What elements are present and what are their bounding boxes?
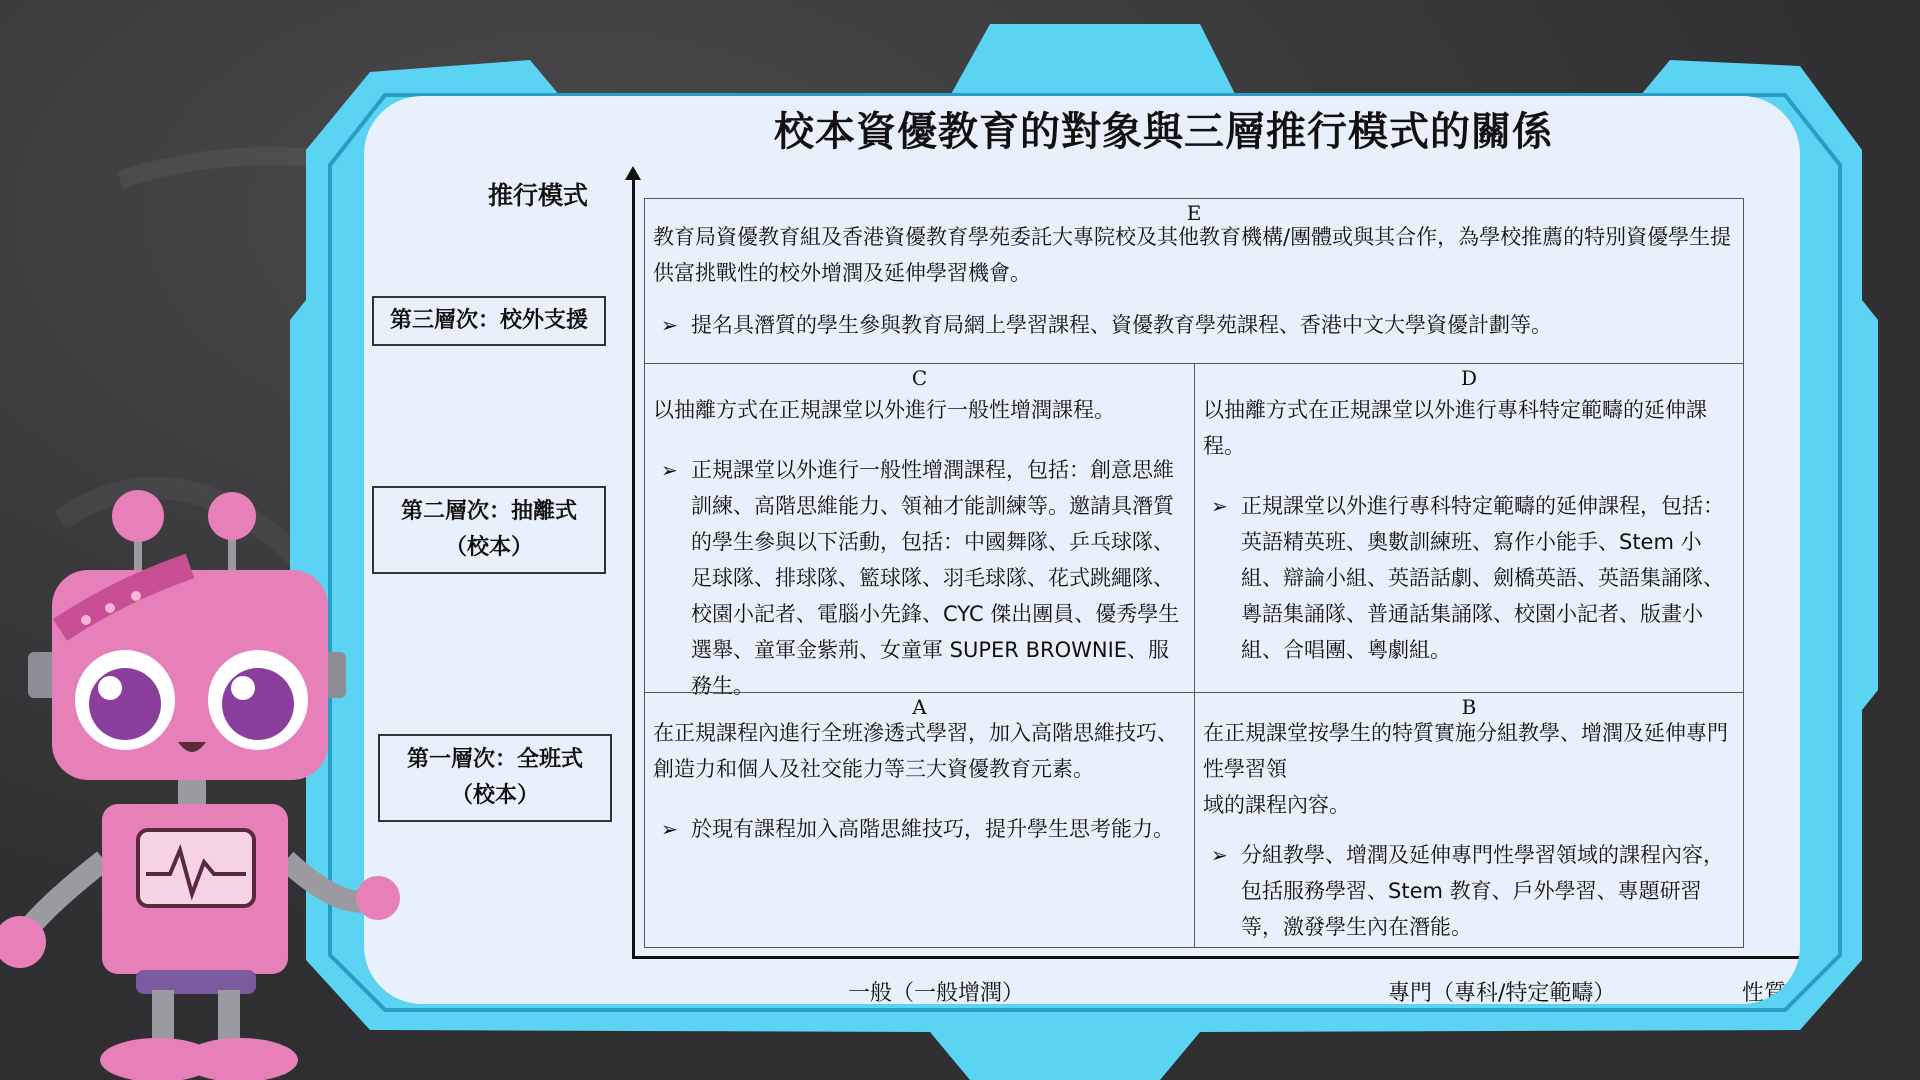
y-axis-arrow bbox=[625, 166, 641, 180]
cell-a-letter: A bbox=[912, 695, 927, 719]
tier-2-subtext: （校本） bbox=[444, 535, 533, 560]
cell-d-bullet-text: 正規課堂以外進行專科特定範疇的延伸課程，包括：英語精英班、奧數訓練班、寫作小能手、Stem 小組、辯論小組、英語話劇、劍橋英語、英語集誦隊、粵語集誦隊、普通話集誦隊、校園小記者、版畫小組、合唱團、粵劇組。 bbox=[1241, 494, 1724, 662]
tier-1-text: 第一層次：全班式 bbox=[406, 747, 583, 772]
cell-b-bullet-text: 分組教學、增潤及延伸專門性學習領域的課程內容，包括服務學習、Stem 教育、戶外學習、專題研習等，激發學生內在潛能。 bbox=[1241, 843, 1724, 939]
arrow-bullet-icon: ➢ bbox=[661, 313, 678, 337]
cell-c-bullet-text: 正規課堂以外進行一般性增潤課程，包括：創意思維訓練、高階思維能力、領袖才能訓練等。邀請具潛質的學生參與以下活動，包括：中國舞隊、乒乓球隊、足球隊、排球隊、籃球隊、羽毛球隊、花式跳繩隊、校園小記者、電腦小先鋒、CYC 傑出團員、優秀學生選舉、童軍金紫荊、女童軍 SUPER BROWNIE、服務生。 bbox=[691, 458, 1180, 698]
cell-e-letter: E bbox=[1186, 201, 1202, 225]
cell-c-letter: C bbox=[911, 366, 928, 390]
cell-e-description: 教育局資優教育組及香港資優教育學苑委託大專院校及其他教育機構/團體或與其合作，為學校推薦的特別資優學生提供富挑戰性的校外增潤及延伸學習機會。 bbox=[653, 225, 1732, 285]
cell-b-description-line-1: 在正規課堂按學生的特質實施分組教學、增潤及延伸專門性學習領 bbox=[1203, 721, 1728, 781]
cell-c-description: 以抽離方式在正規課堂以外進行一般性增潤課程。 bbox=[653, 398, 1115, 422]
arrow-bullet-icon: ➢ bbox=[661, 817, 678, 841]
content-panel bbox=[364, 96, 1800, 1004]
arrow-bullet-icon: ➢ bbox=[1211, 843, 1228, 867]
tier-3-text: 第三層次：校外支援 bbox=[389, 308, 588, 333]
x-axis-tick-specialised: 專門（專科/特定範疇） bbox=[1388, 981, 1616, 1004]
cell-c-bullet bbox=[653, 452, 1182, 704]
cell-a bbox=[644, 692, 1195, 948]
cell-b bbox=[1194, 692, 1744, 948]
x-axis-tick-general: 一般（一般增潤） bbox=[848, 981, 1025, 1004]
tier-1-subtext: （校本） bbox=[450, 783, 539, 808]
arrow-bullet-icon: ➢ bbox=[661, 458, 678, 482]
cell-a-bullet bbox=[653, 811, 1182, 847]
cell-e-bullet bbox=[653, 307, 1731, 343]
cell-d-letter: D bbox=[1460, 366, 1478, 390]
x-axis-line bbox=[632, 956, 1800, 959]
robot-illustration bbox=[0, 490, 420, 1080]
cell-b-bullet bbox=[1203, 837, 1731, 945]
arrow-bullet-icon: ➢ bbox=[1211, 494, 1228, 518]
cell-d bbox=[1194, 363, 1744, 693]
tier-3-label bbox=[372, 296, 606, 346]
cell-d-description: 以抽離方式在正規課堂以外進行專科特定範疇的延伸課程。 bbox=[1203, 398, 1707, 458]
cell-e-bullet-text: 提名具潛質的學生參與教育局網上學習課程、資優教育學苑課程、香港中文大學資優計劃等。 bbox=[691, 313, 1552, 337]
cell-a-description: 在正規課程內進行全班滲透式學習，加入高階思維技巧、創造力和個人及社交能力等三大資優教育元素。 bbox=[653, 721, 1178, 781]
y-axis-line bbox=[632, 174, 635, 956]
cell-d-bullet bbox=[1203, 488, 1731, 668]
cell-b-description-line-2: 域的課程內容。 bbox=[1203, 793, 1350, 817]
cell-a-bullet-text: 於現有課程加入高階思維技巧，提升學生思考能力。 bbox=[691, 817, 1174, 841]
cell-c bbox=[644, 363, 1195, 698]
y-axis-label: 推行模式 bbox=[488, 181, 589, 210]
diagram-title: 校本資優教育的對象與三層推行模式的關係 bbox=[774, 109, 1553, 155]
tier-2-text: 第二層次：抽離式 bbox=[400, 499, 577, 524]
cell-b-description bbox=[1203, 715, 1733, 823]
cell-b-letter: B bbox=[1461, 695, 1477, 719]
cell-e bbox=[644, 198, 1744, 364]
x-axis-label: 性質 bbox=[1742, 981, 1787, 1004]
